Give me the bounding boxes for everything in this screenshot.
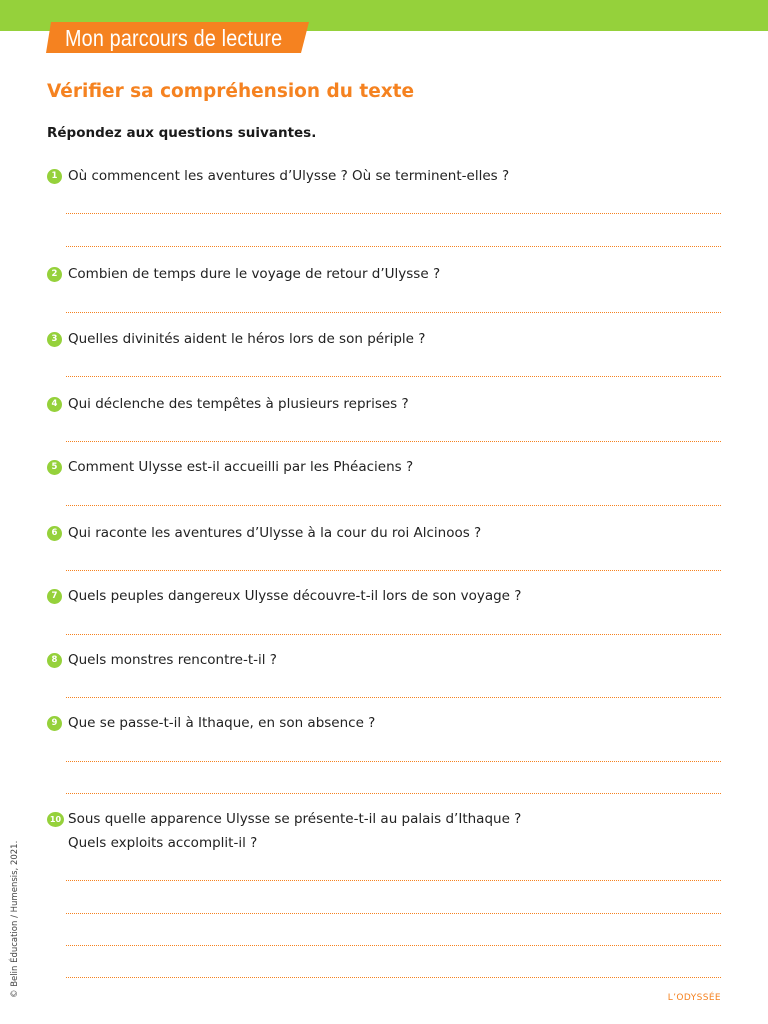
question-number-badge: 2 [47,267,62,282]
question-text: Quels monstres rencontre-t-il ? [68,652,277,668]
question-text: Qui déclenche des tempêtes à plusieurs reprises ? [68,396,409,412]
footer-book-title: L’ODYSSÉE [667,993,721,1003]
question-number-badge: 10 [47,812,64,827]
answer-line[interactable] [66,505,721,506]
question-number-badge: 9 [47,716,62,731]
question-number-badge: 1 [47,169,62,184]
question-number-badge: 5 [47,460,62,475]
question-text: Qui raconte les aventures d’Ulysse à la cour du roi Alcinoos ? [68,525,482,541]
question-number-badge: 6 [47,526,62,541]
question-text: Quels peuples dangereux Ulysse découvre-t-il lors de son voyage ? [68,588,522,604]
answer-line[interactable] [66,913,721,914]
answer-line[interactable] [66,312,721,313]
answer-line[interactable] [66,793,721,794]
question-9 [47,713,375,733]
question-text: Comment Ulysse est-il accueilli par les Phéaciens ? [68,459,414,475]
copyright-notice: © Belin Éducation / Humensis, 2021. [10,840,20,998]
page-title: Mon parcours de lecture [65,25,283,51]
question-6 [47,523,481,543]
answer-line[interactable] [66,441,721,442]
section-title: Vérifier sa compréhension du texte [47,81,415,102]
question-text: Combien de temps dure le voyage de retour d’Ulysse ? [68,266,441,282]
answer-line[interactable] [66,246,721,247]
answer-line[interactable] [66,213,721,214]
instruction-text: Répondez aux questions suivantes. [47,125,317,141]
question-3 [47,329,425,349]
answer-line[interactable] [66,376,721,377]
question-2 [47,264,440,284]
question-text: Que se passe-t-il à Ithaque, en son absence ? [68,715,376,731]
question-number-badge: 3 [47,332,62,347]
answer-line[interactable] [66,761,721,762]
question-8 [47,650,277,670]
question-number-badge: 8 [47,653,62,668]
answer-line[interactable] [66,697,721,698]
question-4 [47,394,409,414]
answer-line[interactable] [66,634,721,635]
question-text-continued: Quels exploits accomplit-il ? [68,835,258,851]
question-5 [47,457,413,477]
question-text: Quelles divinités aident le héros lors de son périple ? [68,331,426,347]
question-number-badge: 7 [47,589,62,604]
question-text: Où commencent les aventures d’Ulysse ? Où se terminent-elles ? [68,168,510,184]
answer-line[interactable] [66,570,721,571]
question-10 [47,809,521,829]
question-7 [47,586,521,606]
answer-line[interactable] [66,977,721,978]
question-number-badge: 4 [47,397,62,412]
question-1 [47,166,509,186]
answer-line[interactable] [66,945,721,946]
question-text: Sous quelle apparence Ulysse se présente-t-il au palais d’Ithaque ? [68,811,522,827]
answer-line[interactable] [66,880,721,881]
